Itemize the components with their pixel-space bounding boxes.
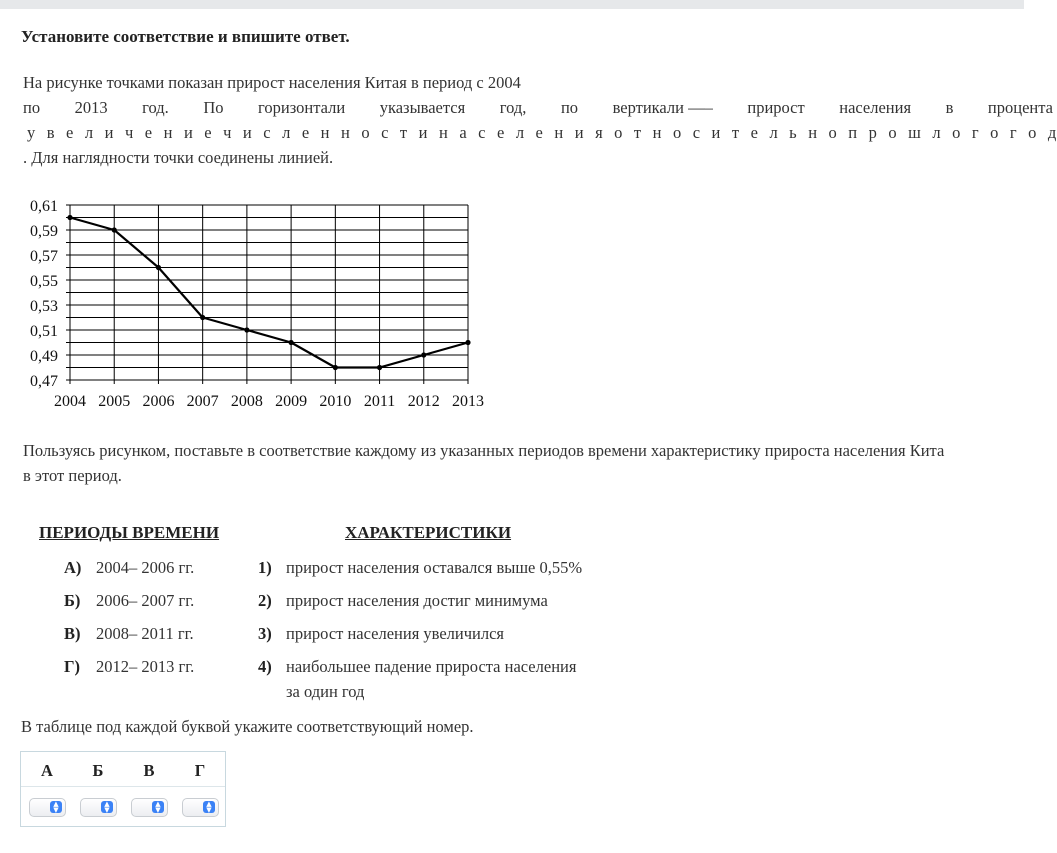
data-point [156, 265, 161, 270]
x-tick-label: 2010 [319, 393, 352, 410]
data-point [421, 352, 426, 357]
intro-letter: е [144, 123, 153, 142]
intro-letter: и [574, 123, 584, 142]
y-tick-label: 0,59 [30, 223, 58, 240]
intro-letter: л [932, 123, 941, 142]
intro-letter: т [633, 123, 642, 142]
intro-word: 2013 [74, 98, 108, 117]
characteristic-num-2: 2) [258, 591, 272, 610]
intro-word: процента [987, 98, 1053, 117]
intro-letter: н [808, 123, 818, 142]
y-tick-label: 0,57 [30, 248, 58, 265]
intro-line-4: . Для наглядности точки соединены линией. [23, 148, 334, 167]
select-arrows-icon: ▲ ▼ [50, 801, 62, 813]
characteristic-text-4-cont: за один год [286, 682, 365, 701]
intro-letter: о [614, 123, 623, 142]
y-tick-label: 0,53 [30, 298, 58, 315]
answer-table [20, 751, 226, 827]
intro-letter: н [652, 123, 662, 142]
periods-header: ПЕРИОДЫ ВРЕМЕНИ [39, 523, 220, 542]
intro-letter: с [478, 123, 486, 142]
characteristic-num-3: 3) [258, 624, 272, 643]
answer-table-divider [21, 786, 225, 787]
answer-select-b[interactable] [80, 798, 117, 817]
intro-text [23, 70, 1057, 170]
period-text-v: 2008– 2011 гг. [96, 624, 194, 643]
intro-letter: и [104, 123, 114, 142]
intro-letter: е [66, 123, 74, 142]
intro-word: прирост [747, 98, 805, 117]
select-arrows-icon: ▲ ▼ [203, 801, 215, 813]
intro-letter: о [990, 123, 999, 142]
intro-word: по [23, 98, 41, 117]
period-text-g: 2012– 2013 гг. [96, 657, 195, 676]
intro-letter: я [595, 123, 603, 142]
answer-header-g: Г [194, 761, 206, 780]
y-tick-label: 0,51 [30, 323, 58, 340]
data-point [244, 327, 249, 332]
x-tick-label: 2006 [142, 393, 175, 410]
period-letter-g: Г) [64, 657, 80, 676]
intro-letter: н [554, 123, 564, 142]
y-tick-label: 0,49 [30, 348, 58, 365]
intro-letter: о [952, 123, 961, 142]
answer-select-v[interactable] [131, 798, 168, 817]
intro-letter: а [459, 123, 467, 142]
answer-header-a: А [41, 761, 53, 780]
intro-letter: д [1047, 123, 1057, 142]
intro-line-3 [23, 120, 1057, 145]
data-point [377, 365, 382, 370]
intro-letter: е [496, 123, 505, 142]
answer-select-a[interactable] [29, 798, 66, 817]
intro-letter: у [27, 123, 36, 142]
intro-letter: в [46, 123, 55, 142]
intro-letter: н [320, 123, 330, 142]
intro-letter: г [971, 123, 979, 142]
period-letter-v: В) [64, 624, 81, 643]
intro-letter: о [828, 123, 837, 142]
answer-header-b: Б [92, 761, 104, 780]
intro-letter: с [692, 123, 701, 142]
intro-letter: е [535, 123, 543, 142]
task-title: Установите соответствие и впишите ответ. [21, 27, 350, 46]
characteristic-text-1: прирост населения оставался выше 0,55% [286, 558, 583, 577]
intro-letter: и [242, 123, 252, 142]
intro-letter: л [515, 123, 525, 142]
data-point [67, 215, 72, 220]
intro-word: в [945, 98, 954, 117]
select-arrows-icon: ▲ ▼ [152, 801, 164, 813]
intro-word: год. [142, 98, 169, 117]
y-tick-label: 0,55 [30, 273, 58, 290]
intro-letter: н [341, 123, 350, 142]
intro-letter: ч [124, 123, 134, 142]
intro-letter: и [418, 123, 428, 142]
intro-letter: ь [789, 123, 797, 142]
data-point [289, 340, 294, 345]
intro-letter: н [438, 123, 448, 142]
x-tick-label: 2005 [98, 393, 131, 410]
intro-letter: л [282, 123, 291, 142]
intro-letter: ч [223, 123, 232, 142]
select-arrows-icon: ▲ ▼ [101, 801, 113, 813]
intro-letter: т [731, 123, 740, 142]
characteristics-header: ХАРАКТЕРИСТИКИ [345, 523, 512, 542]
intro-letter: п [848, 123, 858, 142]
intro-letter: е [750, 123, 758, 142]
x-tick-label: 2013 [452, 393, 484, 410]
data-point [200, 315, 205, 320]
intro-line-1: На рисунке точками показан прирост населения Китая в период с 2004 [23, 73, 521, 92]
intro-letter: о [672, 123, 682, 142]
characteristic-num-1: 1) [258, 558, 272, 577]
intro-letter: е [204, 123, 212, 142]
intro-letter: и [711, 123, 721, 142]
characteristic-text-3: прирост населения увеличился [286, 624, 505, 643]
x-tick-label: 2007 [186, 393, 219, 410]
x-tick-label: 2008 [230, 393, 263, 410]
x-tick-label: 2004 [54, 393, 86, 410]
intro-letter: е [301, 123, 310, 142]
population-growth-chart [0, 190, 520, 420]
x-tick-label: 2012 [407, 393, 440, 410]
intro-word: горизонтали [258, 98, 346, 117]
intro-letter: ш [908, 123, 921, 142]
intro-word: указывается [379, 98, 466, 117]
intro-word: населения [839, 98, 912, 117]
answer-header-v: В [143, 761, 155, 780]
intro-letter: и [183, 123, 193, 142]
answer-instruction: В таблице под каждой буквой укажите соответствующий номер. [21, 717, 474, 736]
intro-letter: о [888, 123, 897, 142]
intro-letter: р [868, 123, 877, 142]
intro-word: По [203, 98, 224, 117]
intro-line-2 [23, 95, 1053, 120]
answer-select-g[interactable] [182, 798, 219, 817]
intro-letter: о [1028, 123, 1037, 142]
intro-word: год, [499, 98, 527, 117]
characteristic-text-2: прирост населения достиг минимума [286, 591, 548, 610]
intro-letter: т [399, 123, 408, 142]
period-text-b: 2006– 2007 гг. [96, 591, 195, 610]
question-text [23, 438, 1024, 488]
question-line-1: Пользуясь рисунком, поставьте в соответствие каждому из указанных периодов времени характеристику прироста населения Кита [23, 441, 945, 460]
intro-word: по [560, 98, 579, 117]
characteristic-text-4: наибольшее падение прироста населения [286, 657, 577, 676]
intro-letter: с [263, 123, 271, 142]
intro-letter: н [163, 123, 173, 142]
intro-letter: с [381, 123, 389, 142]
y-tick-label: 0,47 [30, 373, 58, 390]
y-tick-label: 0,61 [30, 198, 58, 215]
data-point [465, 340, 470, 345]
data-point [112, 227, 117, 232]
intro-letter: о [361, 123, 370, 142]
period-text-a: 2004– 2006 гг. [96, 558, 195, 577]
characteristic-num-4: 4) [258, 657, 272, 676]
chart-svg [0, 190, 520, 420]
intro-letter: г [1009, 123, 1017, 142]
data-point [333, 365, 338, 370]
top-bar [0, 0, 1024, 9]
period-letter-b: Б) [64, 591, 81, 610]
intro-letter: л [769, 123, 778, 142]
x-tick-label: 2009 [275, 393, 308, 410]
intro-word: вертикали —– [612, 98, 713, 117]
question-line-2: в этот период. [23, 466, 122, 485]
intro-letter: л [84, 123, 94, 142]
x-tick-label: 2011 [363, 393, 396, 410]
period-letter-a: А) [64, 558, 82, 577]
